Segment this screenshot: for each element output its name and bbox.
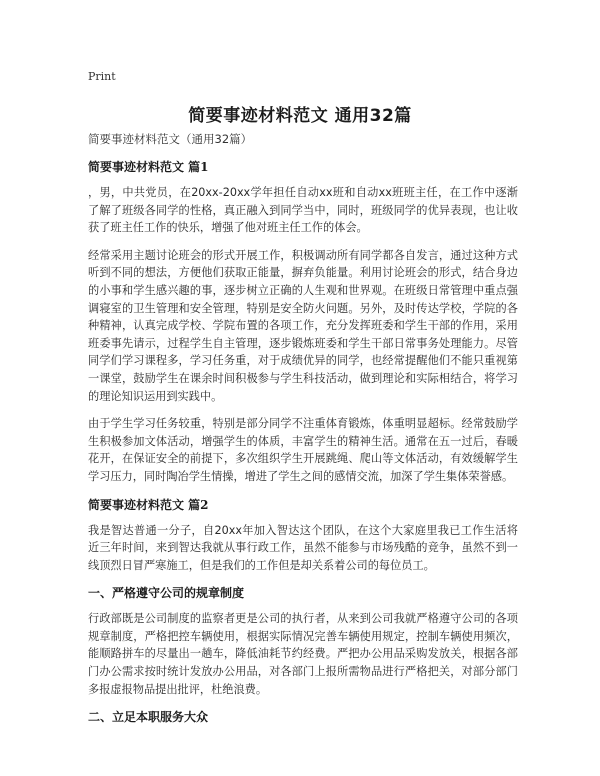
page-title: 简要事迹材料范文 通用32篇 bbox=[188, 106, 412, 126]
section-1-paragraph-3: 由于学生学习任务较重，特别是部分同学不注重体育锻炼，体重明显超标。经常鼓励学生积极参加文体活动，增强学生的体质，丰富学生的精神生活。通常在五一过后，春暖花开，在保证安全的前提下，多次组织学生开展跳绳、爬山等文体活动，有效缓解学生学习压力，同时陶冶学生情操，增进了学生之间的感情交流，加深了学生集体荣誉感。 bbox=[88, 417, 518, 483]
section-1-paragraph-1: ，男，中共党员，在20xx-20xx学年担任自动xx班和自动xx班班主任，在工作中逐渐了解了班级各同学的性格，真正融入到同学当中，同时，班级同学的优异表现，也让收获了班主任工作的快乐，增强了他对班主任工作的体会。 bbox=[88, 186, 518, 235]
section-heading-2: 简要事迹材料范文 篇2 bbox=[88, 497, 209, 512]
section-heading-1: 简要事迹材料范文 篇1 bbox=[88, 160, 209, 174]
section-1-paragraph-2: 经常采用主题讨论班会的形式开展工作，积极调动所有同学都各自发言，通过这种方式听到不同的想法，方便他们获取正能量，摒弃负能量。利用讨论班会的形式，结合身边的小事和学生感兴趣的事，逐步树立正确的人生观和世界观。在班级日常管理中重点强调寝室的卫生管理和安全管理，特别是安全防火问题。另外，及时传达学校，学院的各种精神，认真完成学校、学院布置的各项工作，充分发挥班委和学生干部的作用，采用班委事先请示，过程学生自主管理，逐步锻炼班委和学生干部日常事务处理能力。尽管同学们学习课程多，学习任务重，对于成绩优异的同学，也经常提醒他们不能只重视第一课堂，鼓励学生在课余时间积极参与学生科技活动，做到理论和实际相结合，将学习的理论知识运用到实践中。 bbox=[88, 248, 518, 403]
section-3-paragraph-1: 行政部既是公司制度的监察者更是公司的执行者，从来到公司我就严格遵守公司的各项规章制度，严格把控车辆使用，根据实际情况完善车辆使用规定，控制车辆使用频次，能顺路拼车的尽量出一趟车，降低油耗节约经费。严把办公用品采购发放关，根据各部门办公需求按时统计发放办公用品，对各部门上报所需物品进行严格把关，对部分部门多报虚报物品提出批评，杜绝浪费。 bbox=[88, 612, 518, 696]
document-subtitle: 简要事迹材料范文（通用32篇） bbox=[88, 132, 253, 146]
print-link[interactable]: Print bbox=[88, 70, 116, 83]
section-2-paragraph-1: 我是智达普通一分子，自20xx年加入智达这个团队，在这个大家庭里我已工作生活将近三年时间，来到智达我就从事行政工作，虽然不能参与市场残酷的竞争，虽然不到一线顶烈日冒严寒施工，但是我们的工作但是却关系着公司的每位员工。 bbox=[88, 523, 518, 572]
document-body bbox=[88, 130, 518, 734]
section-heading-3: 一、严格遵守公司的规章制度 bbox=[88, 586, 245, 601]
section-heading-4: 二、立足本职服务大众 bbox=[88, 710, 209, 725]
